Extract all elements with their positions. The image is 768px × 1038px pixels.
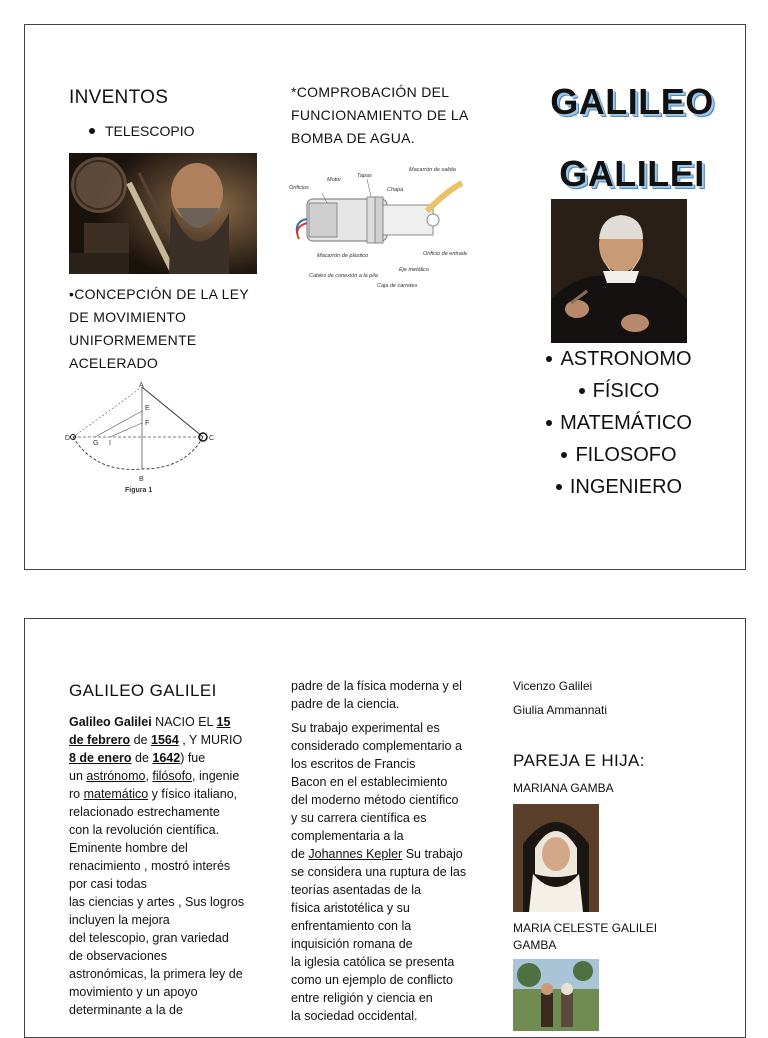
motion-figure <box>65 381 225 499</box>
text-line: entre religión y ciencia en <box>291 991 433 1005</box>
professions-list <box>519 343 719 503</box>
text-fragment: de <box>131 751 153 765</box>
text-line: padre de la física moderna y el <box>291 679 462 693</box>
label-orificio-entrada: Orificio de entrada <box>423 251 467 257</box>
profession-item <box>519 407 719 439</box>
bullet-icon <box>561 452 567 458</box>
label-c: C <box>209 435 215 442</box>
mariana-gamba-portrait <box>513 804 599 912</box>
figure-caption: Figura 1 <box>125 487 153 494</box>
text-fragment: , Y MURIO <box>178 733 243 747</box>
text-fragment: , <box>145 769 153 783</box>
birth-year-link[interactable]: 1564 <box>151 733 179 747</box>
profession-item <box>519 343 719 375</box>
text-fragment: de <box>130 733 151 747</box>
label-cables: Cables de conexión a la pila <box>309 273 378 279</box>
text-line: las ciencias y artes , Sus logros <box>69 895 245 909</box>
filosofo-link[interactable]: filósofo <box>152 769 193 783</box>
label-d: D <box>65 435 71 442</box>
text-line: padre de la ciencia. <box>291 697 400 711</box>
galileo-portrait <box>551 199 687 343</box>
pump-text-line: FUNCIONAMIENTO DE LA <box>291 107 469 123</box>
profession-item <box>519 471 719 503</box>
text-line: Eminente hombre del <box>69 841 188 855</box>
law-text-line: UNIFORMEMENTE <box>69 332 197 348</box>
text-line: incluyen la mejora <box>69 913 170 927</box>
text-line: y su carrera científica es <box>291 811 427 825</box>
text-line: del moderno método científico <box>291 793 459 807</box>
text-line: enfrentamiento con la <box>291 919 412 933</box>
profession-label: FILOSOFO <box>575 444 677 466</box>
death-year-link[interactable]: 1642 <box>152 751 181 765</box>
text-line: renacimiento , mostró interés <box>69 859 231 873</box>
profession-label: FÍSICO <box>592 380 660 402</box>
brochure-panel-front <box>24 24 746 570</box>
birth-day-link[interactable]: 15 <box>216 715 231 729</box>
text-line: relacionado estrechamente <box>69 805 220 819</box>
law-text-line: •CONCEPCIÓN DE LA LEY <box>69 286 250 302</box>
text-line: la sociedad occidental. <box>291 1009 418 1023</box>
law-description <box>69 283 249 375</box>
bullet-icon <box>546 356 552 362</box>
legacy-text <box>291 677 487 1025</box>
profession-label: INGENIERO <box>569 476 683 498</box>
label-e: E <box>145 405 150 412</box>
partner-name: MARIANA GAMBA <box>513 781 614 795</box>
label-f: F <box>145 420 150 427</box>
text-line: considerado complementario a <box>291 739 462 753</box>
bullet-icon <box>546 420 552 426</box>
title-galilei: GALILEI <box>559 153 705 194</box>
label-i: I <box>109 440 111 447</box>
text-fragment: NACIO EL <box>151 715 217 729</box>
text-fragment: y físico italiano, <box>148 787 238 801</box>
label-a: A <box>139 382 144 389</box>
text-line: como un ejemplo de conflicto <box>291 973 453 987</box>
matematico-link[interactable]: matemático <box>83 787 149 801</box>
pump-text-line: BOMBA DE AGUA. <box>291 130 416 146</box>
label-chapa: Chapa <box>387 187 404 193</box>
parent-mother: Giulia Ammannati <box>513 703 608 717</box>
profession-item <box>519 439 719 471</box>
text-line: los escritos de Francis <box>291 757 416 771</box>
text-fragment: ) fue <box>180 751 206 765</box>
text-fragment: de <box>291 847 309 861</box>
text-line: movimiento y un apoyo <box>69 985 198 999</box>
maria-celeste-painting <box>513 959 599 1031</box>
text-line: teorías asentadas de la <box>291 883 421 897</box>
text-line: Bacon en el establecimiento <box>291 775 448 789</box>
galileo-telescope-painting <box>69 153 257 274</box>
profession-label: MATEMÁTICO <box>560 412 692 434</box>
bullet-icon <box>579 388 585 394</box>
text-fragment: un <box>69 769 87 783</box>
brochure-panel-inside <box>24 618 746 1038</box>
daughter-name-line: MARIA CELESTE GALILEI <box>513 921 658 935</box>
profession-label: ASTRONOMO <box>560 348 692 370</box>
text-line: se considera una ruptura de las <box>291 865 467 879</box>
biography-heading: GALILEO GALILEI <box>69 681 217 700</box>
inventos-heading: INVENTOS <box>69 87 169 108</box>
text-line: inquisición romana de <box>291 937 413 951</box>
biography-text <box>69 713 265 1019</box>
text-line: por casi todas <box>69 877 147 891</box>
text-line: la iglesia católica se presenta <box>291 955 455 969</box>
profession-item <box>519 375 719 407</box>
text-line: Su trabajo experimental es <box>291 721 440 735</box>
water-pump-diagram <box>287 161 467 293</box>
pump-description <box>291 81 469 150</box>
death-date-link[interactable]: 8 de enero <box>69 751 132 765</box>
partner-heading: PAREJA E HIJA: <box>513 751 645 770</box>
daughter-name-line: GAMBA <box>513 938 557 952</box>
label-orificios: Orificios <box>289 185 309 191</box>
label-eje: Eje metálico <box>399 267 429 273</box>
law-text-line: DE MOVIMIENTO <box>69 309 187 325</box>
text-line: con la revolución científica. <box>69 823 220 837</box>
label-motor: Motor <box>327 177 342 183</box>
name-bold: Galileo Galilei <box>69 715 152 729</box>
parent-father: Vicenzo Galilei <box>513 679 593 693</box>
telescope-label: TELESCOPIO <box>105 123 195 139</box>
label-macarron-plastico: Macarrón de plástico <box>317 253 369 259</box>
text-fragment: ro <box>69 787 84 801</box>
telescope-bullet <box>89 123 194 139</box>
bullet-icon <box>556 484 562 490</box>
text-line: astronómicas, la primera ley de <box>69 967 243 981</box>
text-fragment: , ingenie <box>192 769 240 783</box>
birth-month-link[interactable]: de febrero <box>69 733 131 747</box>
text-line: del telescopio, gran variedad <box>69 931 229 945</box>
astronomo-link[interactable]: astrónomo <box>86 769 146 783</box>
bullet-icon <box>89 128 95 134</box>
kepler-link[interactable]: Johannes Kepler <box>308 847 403 861</box>
label-caja: Caja de carretes <box>377 283 418 289</box>
text-line: determinante a la de <box>69 1003 183 1017</box>
label-g: G <box>93 440 99 447</box>
label-tapas: Tapas <box>357 173 372 179</box>
text-line: complementaria a la <box>291 829 404 843</box>
label-b: B <box>139 476 144 483</box>
title-galileo: GALILEO <box>550 81 714 122</box>
text-line: de observaciones <box>69 949 167 963</box>
pump-text-line: *COMPROBACIÓN DEL <box>291 84 450 100</box>
law-text-line: ACELERADO <box>69 355 159 371</box>
label-macarron-salida: Macarrón de salida <box>409 167 456 173</box>
text-fragment: Su trabajo <box>402 847 463 861</box>
text-line: física aristotélica y su <box>291 901 410 915</box>
